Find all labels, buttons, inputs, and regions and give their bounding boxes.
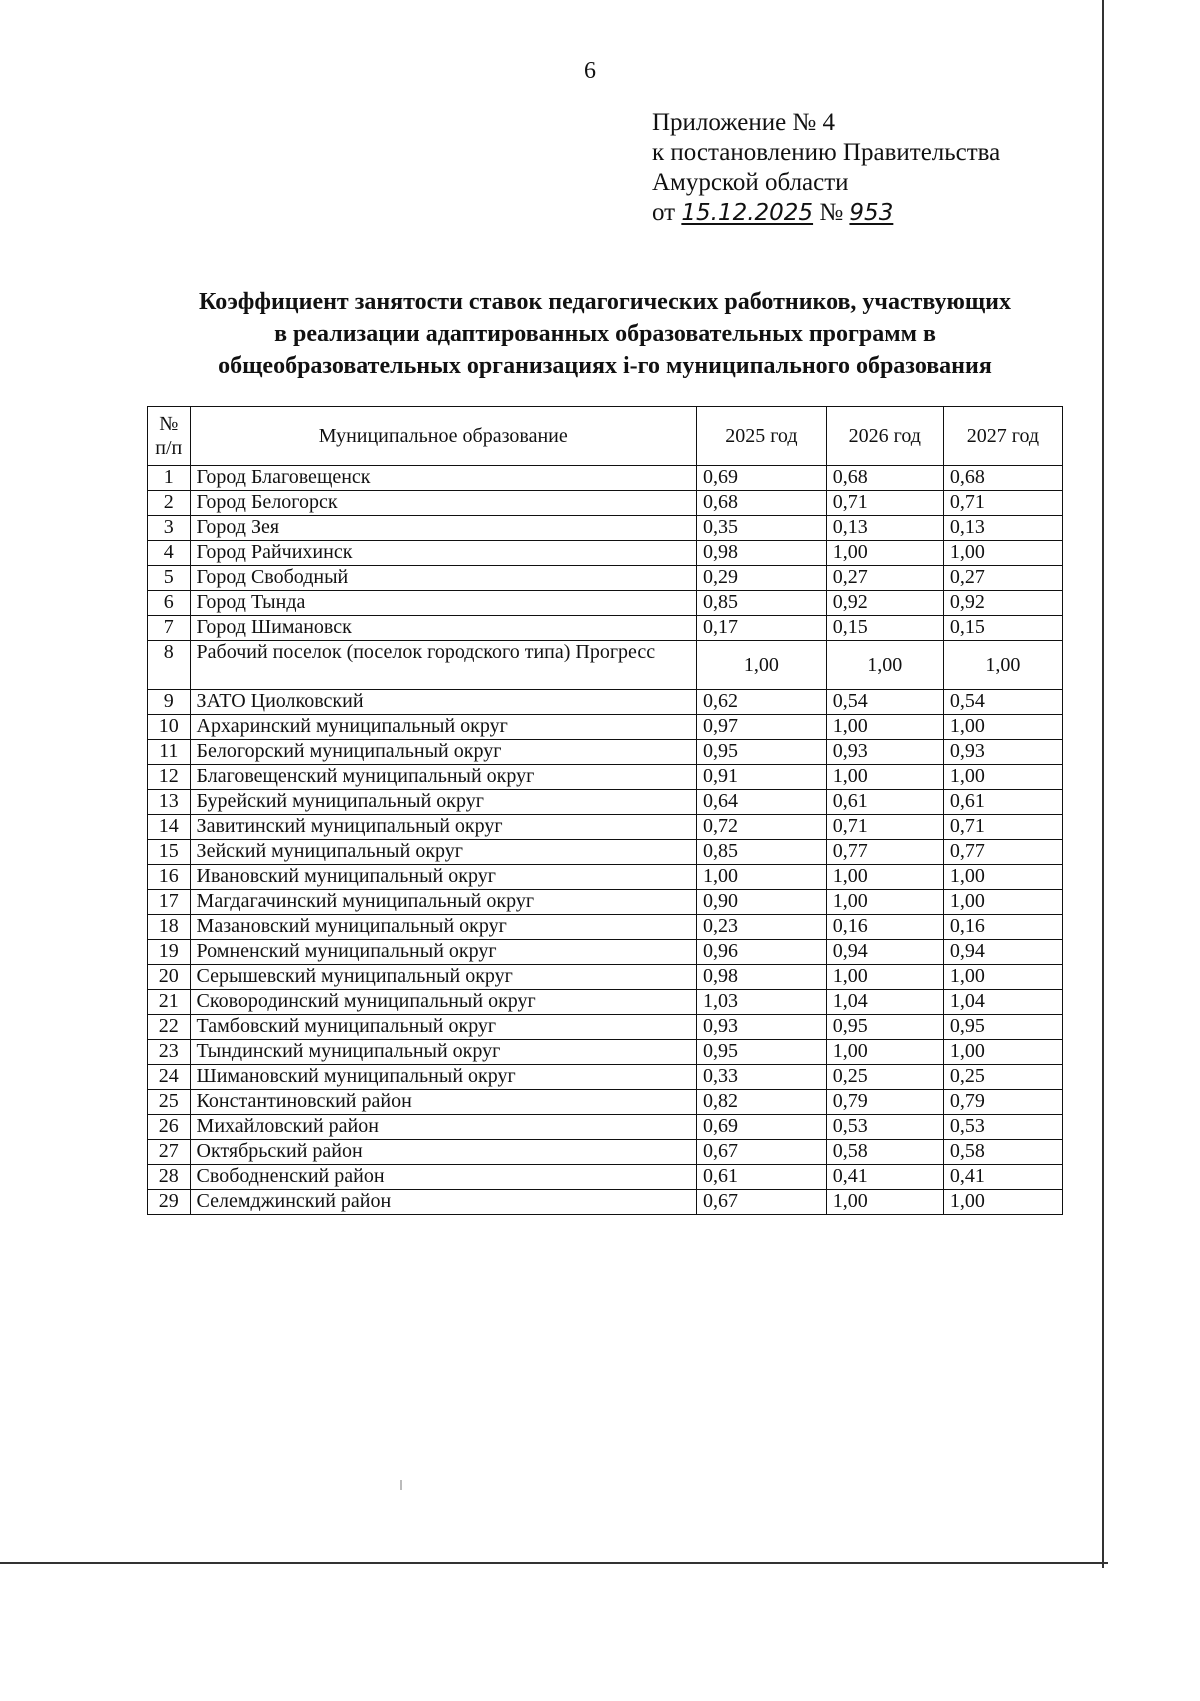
value-2025-cell: 0,29: [696, 566, 826, 591]
municipality-cell: Город Райчихинск: [190, 541, 696, 566]
value-2026-cell: 0,79: [826, 1090, 943, 1115]
value-2025-cell: 0,82: [696, 1090, 826, 1115]
value-2027-cell: 0,93: [943, 740, 1062, 765]
table-row: [148, 1190, 1063, 1215]
value-2026-cell: 0,77: [826, 840, 943, 865]
header-number-abbr: п/п: [155, 437, 183, 459]
table-body: [148, 466, 1063, 1215]
value-2027-cell: 1,00: [943, 765, 1062, 790]
value-2025-cell: 1,03: [696, 990, 826, 1015]
row-number-cell: 27: [148, 1140, 191, 1165]
row-number-cell: 29: [148, 1190, 191, 1215]
table-row: [148, 1090, 1063, 1115]
municipality-cell: Город Зея: [190, 516, 696, 541]
value-2025-cell: 0,68: [696, 491, 826, 516]
table-row: [148, 1040, 1063, 1065]
row-number-cell: 12: [148, 765, 191, 790]
value-2026-cell: 1,00: [826, 641, 943, 690]
value-2025-cell: 0,98: [696, 541, 826, 566]
value-2025-cell: 1,00: [696, 641, 826, 690]
value-2027-cell: 0,13: [943, 516, 1062, 541]
table-row: [148, 491, 1063, 516]
scan-edge-right: [1102, 0, 1104, 1568]
value-2025-cell: 0,95: [696, 1040, 826, 1065]
table-row: [148, 1165, 1063, 1190]
page-number: 6: [584, 58, 596, 84]
annex-date-line: [652, 198, 1000, 228]
value-2025-cell: 0,85: [696, 591, 826, 616]
row-number-cell: 14: [148, 815, 191, 840]
value-2026-cell: 1,00: [826, 1190, 943, 1215]
value-2026-cell: 0,61: [826, 790, 943, 815]
municipality-cell: Серышевский муниципальный округ: [190, 965, 696, 990]
value-2026-cell: 0,68: [826, 466, 943, 491]
table-row: [148, 690, 1063, 715]
row-number-cell: 11: [148, 740, 191, 765]
value-2026-cell: 0,25: [826, 1065, 943, 1090]
row-number-cell: 1: [148, 466, 191, 491]
handwritten-number: 953: [849, 200, 894, 226]
header-2025: 2025 год: [696, 407, 826, 466]
row-number-cell: 25: [148, 1090, 191, 1115]
table-row: [148, 1140, 1063, 1165]
value-2025-cell: 0,69: [696, 466, 826, 491]
annex-region-line: Амурской области: [652, 169, 849, 196]
value-2027-cell: 0,77: [943, 840, 1062, 865]
value-2025-cell: 0,61: [696, 1165, 826, 1190]
value-2027-cell: 1,00: [943, 541, 1062, 566]
value-2027-cell: 1,00: [943, 1040, 1062, 1065]
value-2025-cell: 0,33: [696, 1065, 826, 1090]
header-number: [148, 407, 191, 466]
table-row: [148, 890, 1063, 915]
value-2026-cell: 1,00: [826, 765, 943, 790]
municipality-cell: Город Тында: [190, 591, 696, 616]
row-number-cell: 23: [148, 1040, 191, 1065]
date-prefix: от: [652, 199, 676, 226]
value-2025-cell: 0,95: [696, 740, 826, 765]
value-2025-cell: 0,97: [696, 715, 826, 740]
value-2027-cell: 1,00: [943, 641, 1062, 690]
table-row: [148, 715, 1063, 740]
table-row: [148, 566, 1063, 591]
value-2026-cell: 0,93: [826, 740, 943, 765]
municipality-cell: Сковородинский муниципальный округ: [190, 990, 696, 1015]
value-2027-cell: 0,58: [943, 1140, 1062, 1165]
row-number-cell: 16: [148, 865, 191, 890]
value-2027-cell: 1,04: [943, 990, 1062, 1015]
value-2026-cell: 1,00: [826, 890, 943, 915]
value-2027-cell: 0,68: [943, 466, 1062, 491]
municipality-cell: ЗАТО Циолковский: [190, 690, 696, 715]
value-2026-cell: 1,00: [826, 865, 943, 890]
row-number-cell: 9: [148, 690, 191, 715]
value-2026-cell: 0,53: [826, 1115, 943, 1140]
municipality-cell: Свободненский район: [190, 1165, 696, 1190]
municipality-cell: Завитинский муниципальный округ: [190, 815, 696, 840]
value-2025-cell: 0,90: [696, 890, 826, 915]
value-2027-cell: 0,15: [943, 616, 1062, 641]
row-number-cell: 24: [148, 1065, 191, 1090]
municipality-cell: Бурейский муниципальный округ: [190, 790, 696, 815]
table-row: [148, 1065, 1063, 1090]
row-number-cell: 19: [148, 940, 191, 965]
municipality-cell: Тындинский муниципальный округ: [190, 1040, 696, 1065]
table-row: [148, 641, 1063, 690]
value-2027-cell: 1,00: [943, 890, 1062, 915]
row-number-cell: 18: [148, 915, 191, 940]
value-2026-cell: 1,00: [826, 1040, 943, 1065]
value-2027-cell: 0,27: [943, 566, 1062, 591]
value-2025-cell: 0,96: [696, 940, 826, 965]
row-number-cell: 28: [148, 1165, 191, 1190]
row-number-cell: 7: [148, 616, 191, 641]
value-2025-cell: 0,98: [696, 965, 826, 990]
row-number-cell: 3: [148, 516, 191, 541]
value-2027-cell: 1,00: [943, 965, 1062, 990]
table-header-row: [148, 407, 1063, 466]
value-2027-cell: 0,92: [943, 591, 1062, 616]
municipality-cell: Рабочий поселок (поселок городского типа) Прогресс: [190, 641, 696, 690]
coefficient-table: [147, 406, 1063, 1215]
scan-edge-bottom: [0, 1562, 1108, 1564]
value-2025-cell: 1,00: [696, 865, 826, 890]
handwritten-date: 15.12.2025: [681, 200, 814, 226]
table-row: [148, 516, 1063, 541]
table-row: [148, 765, 1063, 790]
value-2027-cell: 1,00: [943, 715, 1062, 740]
municipality-cell: Селемджинский район: [190, 1190, 696, 1215]
row-number-cell: 15: [148, 840, 191, 865]
municipality-cell: Ивановский муниципальный округ: [190, 865, 696, 890]
value-2025-cell: 0,69: [696, 1115, 826, 1140]
annex-header: [652, 108, 1000, 228]
value-2025-cell: 0,85: [696, 840, 826, 865]
municipality-cell: Благовещенский муниципальный округ: [190, 765, 696, 790]
value-2026-cell: 0,95: [826, 1015, 943, 1040]
row-number-cell: 22: [148, 1015, 191, 1040]
table-row: [148, 840, 1063, 865]
title-line-3: общеобразовательных организациях i-го муниципального образования: [218, 353, 992, 379]
header-2027: 2027 год: [943, 407, 1062, 466]
municipality-cell: Зейский муниципальный округ: [190, 840, 696, 865]
row-number-cell: 8: [148, 641, 191, 690]
header-number-sign: №: [159, 413, 179, 435]
municipality-cell: Ромненский муниципальный округ: [190, 940, 696, 965]
value-2026-cell: 1,00: [826, 715, 943, 740]
municipality-cell: Шимановский муниципальный округ: [190, 1065, 696, 1090]
value-2026-cell: 1,04: [826, 990, 943, 1015]
municipality-cell: Город Свободный: [190, 566, 696, 591]
value-2026-cell: 0,27: [826, 566, 943, 591]
title-line-2: в реализации адаптированных образовательных программ в: [274, 321, 936, 347]
value-2025-cell: 0,35: [696, 516, 826, 541]
table-row: [148, 616, 1063, 641]
value-2027-cell: 1,00: [943, 865, 1062, 890]
value-2026-cell: 0,16: [826, 915, 943, 940]
municipality-cell: Белогорский муниципальный округ: [190, 740, 696, 765]
value-2027-cell: 0,71: [943, 815, 1062, 840]
municipality-cell: Магдагачинский муниципальный округ: [190, 890, 696, 915]
value-2027-cell: 0,25: [943, 1065, 1062, 1090]
municipality-cell: Город Благовещенск: [190, 466, 696, 491]
scan-mark: [400, 1480, 402, 1490]
row-number-cell: 20: [148, 965, 191, 990]
value-2027-cell: 0,41: [943, 1165, 1062, 1190]
value-2025-cell: 0,72: [696, 815, 826, 840]
value-2026-cell: 0,41: [826, 1165, 943, 1190]
table-row: [148, 740, 1063, 765]
table-row: [148, 1115, 1063, 1140]
municipality-cell: Константиновский район: [190, 1090, 696, 1115]
table-row: [148, 541, 1063, 566]
table-row: [148, 915, 1063, 940]
municipality-cell: Октябрьский район: [190, 1140, 696, 1165]
value-2025-cell: 0,67: [696, 1190, 826, 1215]
value-2026-cell: 0,13: [826, 516, 943, 541]
row-number-cell: 5: [148, 566, 191, 591]
municipality-cell: Мазановский муниципальный округ: [190, 915, 696, 940]
value-2026-cell: 1,00: [826, 965, 943, 990]
table-row: [148, 965, 1063, 990]
value-2027-cell: 0,71: [943, 491, 1062, 516]
value-2027-cell: 0,54: [943, 690, 1062, 715]
value-2026-cell: 0,54: [826, 690, 943, 715]
value-2027-cell: 0,61: [943, 790, 1062, 815]
value-2026-cell: 0,71: [826, 491, 943, 516]
value-2027-cell: 0,95: [943, 1015, 1062, 1040]
table-row: [148, 865, 1063, 890]
value-2026-cell: 0,92: [826, 591, 943, 616]
value-2025-cell: 0,67: [696, 1140, 826, 1165]
table-row: [148, 790, 1063, 815]
value-2027-cell: 0,53: [943, 1115, 1062, 1140]
value-2027-cell: 0,94: [943, 940, 1062, 965]
number-prefix: №: [819, 199, 844, 226]
value-2026-cell: 1,00: [826, 541, 943, 566]
value-2026-cell: 0,94: [826, 940, 943, 965]
value-2025-cell: 0,62: [696, 690, 826, 715]
document-title: [120, 286, 1090, 382]
row-number-cell: 21: [148, 990, 191, 1015]
value-2025-cell: 0,17: [696, 616, 826, 641]
table-row: [148, 990, 1063, 1015]
value-2027-cell: 1,00: [943, 1190, 1062, 1215]
value-2025-cell: 0,91: [696, 765, 826, 790]
table-row: [148, 591, 1063, 616]
header-municipality: Муниципальное образование: [190, 407, 696, 466]
value-2025-cell: 0,23: [696, 915, 826, 940]
row-number-cell: 6: [148, 591, 191, 616]
value-2025-cell: 0,93: [696, 1015, 826, 1040]
table-row: [148, 815, 1063, 840]
row-number-cell: 10: [148, 715, 191, 740]
annex-decree-line: к постановлению Правительства: [652, 139, 1001, 166]
value-2025-cell: 0,64: [696, 790, 826, 815]
header-2026: 2026 год: [826, 407, 943, 466]
table-row: [148, 466, 1063, 491]
value-2026-cell: 0,15: [826, 616, 943, 641]
annex-title: Приложение № 4: [652, 109, 836, 136]
municipality-cell: Михайловский район: [190, 1115, 696, 1140]
row-number-cell: 17: [148, 890, 191, 915]
municipality-cell: Город Шимановск: [190, 616, 696, 641]
value-2026-cell: 0,71: [826, 815, 943, 840]
value-2026-cell: 0,58: [826, 1140, 943, 1165]
row-number-cell: 4: [148, 541, 191, 566]
value-2027-cell: 0,79: [943, 1090, 1062, 1115]
row-number-cell: 13: [148, 790, 191, 815]
table-row: [148, 940, 1063, 965]
row-number-cell: 2: [148, 491, 191, 516]
title-line-1: Коэффициент занятости ставок педагогических работников, участвующих: [199, 289, 1011, 315]
value-2027-cell: 0,16: [943, 915, 1062, 940]
municipality-cell: Тамбовский муниципальный округ: [190, 1015, 696, 1040]
municipality-cell: Город Белогорск: [190, 491, 696, 516]
row-number-cell: 26: [148, 1115, 191, 1140]
table-row: [148, 1015, 1063, 1040]
municipality-cell: Архаринский муниципальный округ: [190, 715, 696, 740]
